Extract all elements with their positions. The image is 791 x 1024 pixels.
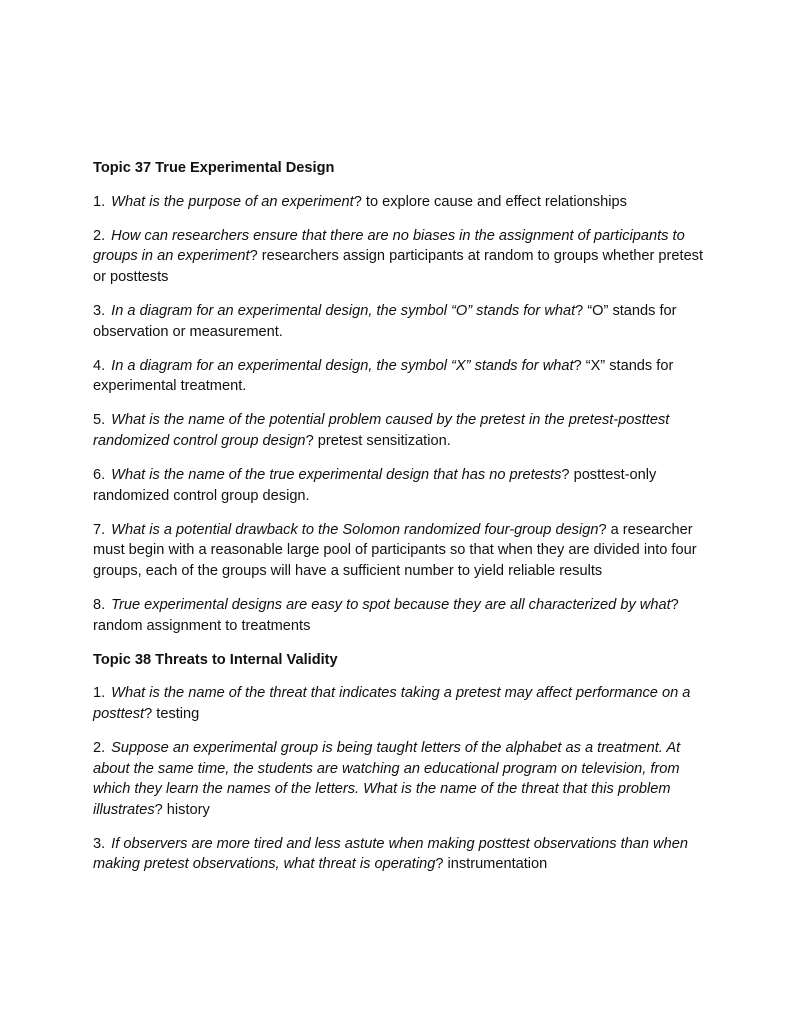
- qa-item: [93, 465, 705, 506]
- answer-text: ? posttest-only randomized control group design.: [93, 467, 657, 504]
- item-number: 8.: [93, 597, 106, 613]
- item-number: 1.: [93, 193, 106, 210]
- item-number: 5.: [93, 412, 106, 429]
- qa-item: [93, 301, 705, 342]
- item-number: 2.: [93, 739, 106, 756]
- answer-text: ? history: [154, 801, 210, 818]
- question-text: What is the name of the threat that indicates taking a pretest may affect performance on a posttest: [93, 685, 691, 722]
- answer-text: ? pretest sensitization.: [305, 432, 451, 449]
- topic-37-section: [93, 158, 705, 636]
- question-text: In a diagram for an experimental design, the symbol “X” stands for what: [111, 357, 574, 374]
- qa-item: [93, 738, 705, 820]
- qa-item: [93, 410, 705, 451]
- qa-item: [93, 520, 705, 582]
- topic-heading: Topic 38 Threats to Internal Validity: [93, 651, 338, 668]
- qa-item: [93, 595, 705, 636]
- question-text: What is the name of the potential problem caused by the pretest in the pretest-posttest randomized control group design: [93, 412, 670, 449]
- answer-text: ? “O” stands for observation or measurement.: [93, 302, 677, 340]
- item-number: 4.: [93, 357, 106, 374]
- item-number: 6.: [93, 467, 106, 484]
- answer-text: ? a researcher must begin with a reasonable large pool of participants so that when they are divided into four groups, each of the groups will have a sufficient number to yield reliable results: [93, 521, 697, 579]
- question-text: True experimental designs are easy to spot because they are all characterized by what: [111, 597, 671, 613]
- answer-text: ? “X” stands for experimental treatment.: [93, 357, 674, 395]
- question-text: If observers are more tired and less astute when making posttest observations than when making pretest observations, what threat is operating: [93, 835, 688, 873]
- item-number: 7.: [93, 521, 106, 538]
- topic-heading: Topic 37 True Experimental Design: [93, 160, 335, 176]
- question-text: How can researchers ensure that there are no biases in the assignment of participants to groups in an experiment: [93, 227, 685, 265]
- topic-38-section: [93, 650, 705, 875]
- answer-text: ? to explore cause and effect relationships: [353, 193, 627, 210]
- question-text: Suppose an experimental group is being taught letters of the alphabet as a treatment. At about the same time, the students are watching an educational program on television, from which they learn the names of the letters. What is the name of the threat that this problem illustrates: [93, 739, 681, 818]
- answer-text: ? researchers assign participants at random to groups whether pretest or posttests: [93, 248, 704, 285]
- question-text: What is a potential drawback to the Solomon randomized four-group design: [111, 521, 599, 538]
- question-text: What is the name of the true experimental design that has no pretests: [111, 467, 562, 484]
- question-text: What is the purpose of an experiment: [111, 193, 354, 210]
- qa-item: [93, 834, 705, 875]
- item-number: 3.: [93, 302, 106, 319]
- item-number: 2.: [93, 227, 106, 244]
- answer-text: ? testing: [144, 705, 200, 722]
- document-page: [93, 158, 705, 889]
- qa-item: [93, 226, 705, 288]
- qa-item: [93, 356, 705, 397]
- item-number: 1.: [93, 685, 106, 702]
- question-text: In a diagram for an experimental design, the symbol “O” stands for what: [111, 302, 576, 319]
- qa-item: [93, 683, 705, 724]
- item-number: 3.: [93, 835, 106, 852]
- qa-item: [93, 192, 705, 213]
- answer-text: ? random assignment to treatments: [93, 597, 679, 634]
- answer-text: ? instrumentation: [435, 856, 548, 873]
